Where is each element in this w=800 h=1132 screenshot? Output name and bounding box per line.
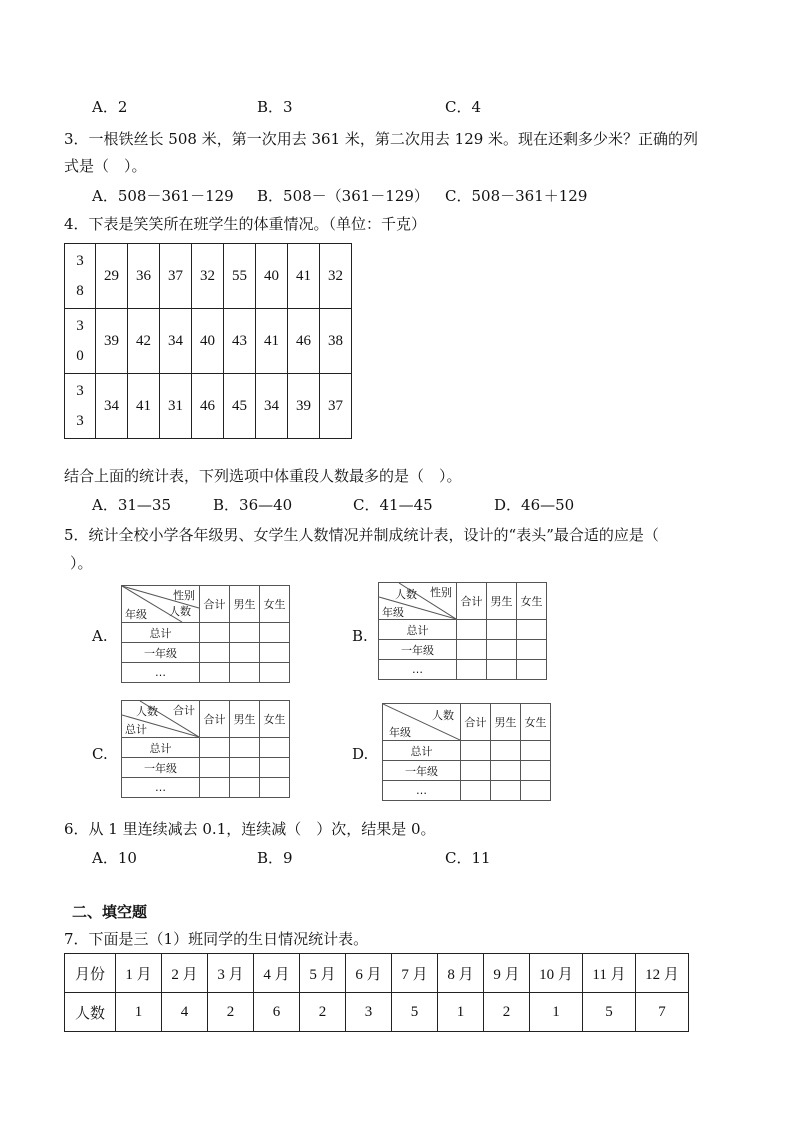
q2-option-b: B．3 (257, 98, 293, 116)
diagonal-header-cell (122, 701, 200, 738)
month-cell: 9 月 (484, 954, 530, 993)
table-row (65, 374, 352, 439)
header-label-mid: 人数 (136, 705, 158, 718)
header-label-top: 人数 (432, 709, 454, 722)
q3-option-c: C．508－361＋129 (445, 187, 588, 205)
count-cell: 2 (208, 993, 254, 1032)
header-label-bottom: 总计 (125, 723, 147, 736)
month-cell: 12 月 (636, 954, 689, 993)
column-header: 男生 (487, 583, 517, 620)
q6-option-b: B．9 (257, 849, 293, 867)
table-cell: 41 (256, 309, 288, 374)
row-header: 总计 (122, 623, 200, 643)
q5-option-c-table (121, 700, 290, 798)
q2-option-a: A．2 (92, 98, 128, 116)
column-header: 女生 (260, 586, 290, 623)
section-heading: 二、填空题 (72, 903, 148, 921)
q5-option-b-table (378, 582, 547, 680)
table-cell: 3 8 (65, 244, 96, 309)
row-header: 一年级 (379, 640, 457, 660)
month-cell: 5 月 (300, 954, 346, 993)
table-header-cell: 人数 (65, 993, 116, 1032)
table-cell: 34 (96, 374, 128, 439)
column-header: 合计 (457, 583, 487, 620)
q4-option-b: B．36—40 (213, 496, 293, 514)
table-cell: 39 (96, 309, 128, 374)
column-header: 男生 (491, 704, 521, 741)
column-header: 女生 (260, 701, 290, 738)
row-header: 总计 (383, 741, 461, 761)
column-header: 合计 (200, 586, 230, 623)
table-cell: 45 (224, 374, 256, 439)
count-cell: 1 (116, 993, 162, 1032)
diagonal-header-cell (379, 583, 457, 620)
column-header: 合计 (461, 704, 491, 741)
header-label-mid: 人数 (169, 605, 191, 618)
table-cell: 55 (224, 244, 256, 309)
q5-option-d-table (382, 703, 551, 801)
q6-text: 6．从 1 里连续减去 0.1，连续减（ ）次，结果是 0。 (64, 820, 436, 838)
q4-option-c: C．41—45 (353, 496, 433, 514)
row-header: … (379, 660, 457, 680)
q3-option-a: A．508－361－129 (92, 187, 234, 205)
header-label-mid: 人数 (395, 588, 417, 601)
table-row (65, 244, 352, 309)
count-cell: 2 (300, 993, 346, 1032)
q5-option-a-table (121, 585, 290, 683)
table-cell: 32 (192, 244, 224, 309)
row-header: 总计 (379, 620, 457, 640)
column-header: 男生 (230, 701, 260, 738)
q5-text-line2: ）。 (70, 554, 93, 572)
q5-option-d-letter: D. (352, 745, 369, 763)
q4-option-a: A．31—35 (92, 496, 172, 514)
header-label-top: 性别 (173, 589, 195, 602)
count-cell: 2 (484, 993, 530, 1032)
table-cell: 43 (224, 309, 256, 374)
table-cell: 40 (192, 309, 224, 374)
count-cell: 5 (392, 993, 438, 1032)
table-cell: 41 (128, 374, 160, 439)
column-header: 男生 (230, 586, 260, 623)
q4-option-d: D．46—50 (494, 496, 575, 514)
table-header-cell: 月份 (65, 954, 116, 993)
table-cell: 38 (320, 309, 352, 374)
month-cell: 3 月 (208, 954, 254, 993)
month-cell: 1 月 (116, 954, 162, 993)
month-cell: 10 月 (530, 954, 583, 993)
diagonal-header-cell (383, 704, 461, 741)
q3-text-line1: 3．一根铁丝长 508 米，第一次用去 361 米，第二次用去 129 米。现在还剩多少米？正确的列 (64, 130, 699, 148)
table-cell: 31 (160, 374, 192, 439)
table-cell: 46 (192, 374, 224, 439)
table-cell: 34 (160, 309, 192, 374)
month-cell: 7 月 (392, 954, 438, 993)
table-cell: 40 (256, 244, 288, 309)
month-cell: 11 月 (583, 954, 636, 993)
column-header: 女生 (517, 583, 547, 620)
table-cell: 46 (288, 309, 320, 374)
month-cell: 6 月 (346, 954, 392, 993)
month-cell: 2 月 (162, 954, 208, 993)
header-label-top: 合计 (173, 704, 195, 717)
table-row (65, 309, 352, 374)
count-cell: 6 (254, 993, 300, 1032)
count-cell: 3 (346, 993, 392, 1032)
row-header: 一年级 (122, 643, 200, 663)
month-cell: 4 月 (254, 954, 300, 993)
table-cell: 42 (128, 309, 160, 374)
month-cell: 8 月 (438, 954, 484, 993)
table-cell: 39 (288, 374, 320, 439)
q2-option-c: C．4 (445, 98, 482, 116)
diagonal-header-cell (122, 586, 200, 623)
header-label-bottom: 年级 (382, 606, 404, 619)
table-cell: 41 (288, 244, 320, 309)
row-header: … (122, 778, 200, 798)
table-cell: 29 (96, 244, 128, 309)
row-header: … (383, 781, 461, 801)
table-cell: 37 (320, 374, 352, 439)
column-header: 女生 (521, 704, 551, 741)
weight-table (64, 243, 352, 439)
q5-text-line1: 5．统计全校小学各年级男、女学生人数情况并制成统计表，设计的“表头”最合适的应是（ (64, 526, 659, 544)
q6-option-c: C．11 (445, 849, 491, 867)
table-cell: 37 (160, 244, 192, 309)
q5-option-b-letter: B. (352, 627, 368, 645)
q3-option-b: B．508－（361－129） (257, 187, 429, 205)
count-cell: 4 (162, 993, 208, 1032)
q4-question: 结合上面的统计表，下列选项中体重段人数最多的是（ ）。 (64, 467, 462, 485)
column-header: 合计 (200, 701, 230, 738)
header-label-top: 性别 (430, 586, 452, 599)
header-label-bottom: 年级 (389, 726, 411, 739)
q5-option-a-letter: A. (92, 627, 108, 645)
table-row (65, 993, 689, 1032)
header-label-bottom: 年级 (125, 608, 147, 621)
count-cell: 5 (583, 993, 636, 1032)
q4-text: 4．下表是笑笑所在班学生的体重情况。（单位：千克） (64, 215, 427, 233)
birthday-table (64, 953, 689, 1032)
table-row (65, 954, 689, 993)
count-cell: 1 (530, 993, 583, 1032)
q7-text: 7．下面是三（1）班同学的生日情况统计表。 (64, 930, 369, 948)
row-header: 一年级 (383, 761, 461, 781)
table-cell: 34 (256, 374, 288, 439)
count-cell: 7 (636, 993, 689, 1032)
row-header: … (122, 663, 200, 683)
q5-option-c-letter: C. (92, 745, 108, 763)
q6-option-a: A．10 (92, 849, 137, 867)
row-header: 一年级 (122, 758, 200, 778)
table-cell: 36 (128, 244, 160, 309)
table-cell: 3 3 (65, 374, 96, 439)
row-header: 总计 (122, 738, 200, 758)
q3-text-line2: 式是（ ）。 (64, 157, 147, 175)
table-cell: 3 0 (65, 309, 96, 374)
table-cell: 32 (320, 244, 352, 309)
count-cell: 1 (438, 993, 484, 1032)
